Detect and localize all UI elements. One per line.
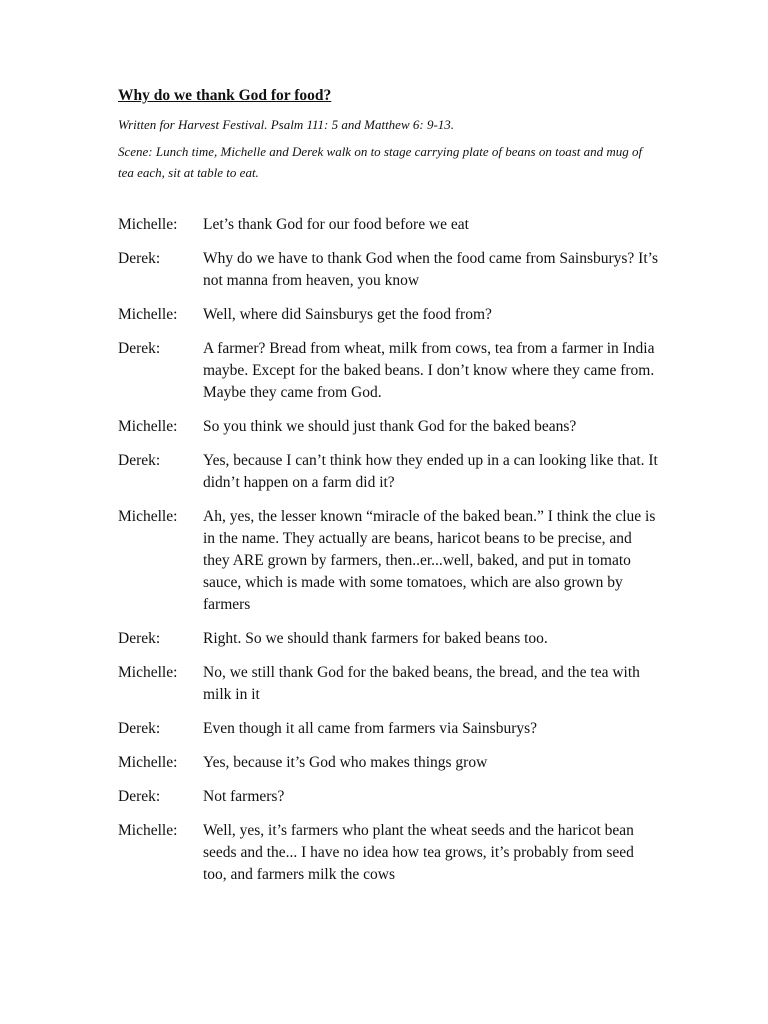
- written-for-note: Written for Harvest Festival. Psalm 111: 5 and Matthew 6: 9-13.: [118, 117, 455, 132]
- dialogue-line: [118, 450, 658, 494]
- dialogue-line: [118, 304, 658, 326]
- speech-text: Ah, yes, the lesser known “miracle of the baked bean.” I think the clue is in the name. They actually are beans, haricot beans to be precise, and they ARE grown by farmers, then..er...well, baked, and put in tomato sauce, which is made with some tomatoes, which are also grown by farmers: [203, 508, 656, 613]
- speech-text: Yes, because it’s God who makes things grow: [203, 754, 488, 771]
- speech-text: Let’s thank God for our food before we eat: [203, 216, 469, 233]
- speaker-name: Michelle:: [118, 664, 178, 681]
- document-page: [118, 84, 658, 898]
- speaker-name: Derek:: [118, 250, 161, 267]
- speech-text: No, we still thank God for the baked beans, the bread, and the tea with milk in it: [203, 664, 640, 703]
- speaker-name: Derek:: [118, 452, 161, 469]
- dialogue-line: [118, 248, 658, 292]
- dialogue-line: [118, 752, 658, 774]
- speech-text: Well, where did Sainsburys get the food from?: [203, 306, 492, 323]
- speech-text: Right. So we should thank farmers for baked beans too.: [203, 630, 548, 647]
- dialogue-line: [118, 506, 658, 616]
- dialogue-line: [118, 628, 658, 650]
- speaker-name: Derek:: [118, 630, 161, 647]
- dialogue-line: [118, 786, 658, 808]
- document-title: Why do we thank God for food?: [118, 87, 332, 104]
- speaker-name: Michelle:: [118, 508, 178, 525]
- speaker-name: Derek:: [118, 720, 161, 737]
- speaker-name: Michelle:: [118, 822, 178, 839]
- speech-text: Even though it all came from farmers via Sainsburys?: [203, 720, 538, 737]
- speech-text: Not farmers?: [203, 788, 285, 805]
- speaker-name: Michelle:: [118, 306, 178, 323]
- speaker-name: Michelle:: [118, 216, 178, 233]
- dialogue: [118, 214, 658, 886]
- speaker-name: Derek:: [118, 340, 161, 357]
- speech-text: Yes, because I can’t think how they ended up in a can looking like that. It didn’t happen on a farm did it?: [203, 452, 658, 491]
- dialogue-line: [118, 718, 658, 740]
- speech-text: A farmer? Bread from wheat, milk from cows, tea from a farmer in India maybe. Except for the baked beans. I don’t know where they came from. Maybe they came from God.: [203, 340, 655, 401]
- speech-text: Why do we have to thank God when the food came from Sainsburys? It’s not manna from heaven, you know: [203, 250, 658, 289]
- speaker-name: Michelle:: [118, 418, 178, 435]
- speech-text: So you think we should just thank God for the baked beans?: [203, 418, 577, 435]
- dialogue-line: [118, 820, 658, 886]
- dialogue-line: [118, 214, 658, 236]
- speech-text: Well, yes, it’s farmers who plant the wheat seeds and the haricot bean seeds and the... I have no idea how tea grows, it’s probably from seed too, and farmers milk the cows: [203, 822, 634, 883]
- dialogue-line: [118, 662, 658, 706]
- dialogue-line: [118, 416, 658, 438]
- speaker-name: Derek:: [118, 788, 161, 805]
- dialogue-line: [118, 338, 658, 404]
- scene-description: Scene: Lunch time, Michelle and Derek walk on to stage carrying plate of beans on toast and mug of tea each, sit at table to eat.: [118, 144, 643, 180]
- speaker-name: Michelle:: [118, 754, 178, 771]
